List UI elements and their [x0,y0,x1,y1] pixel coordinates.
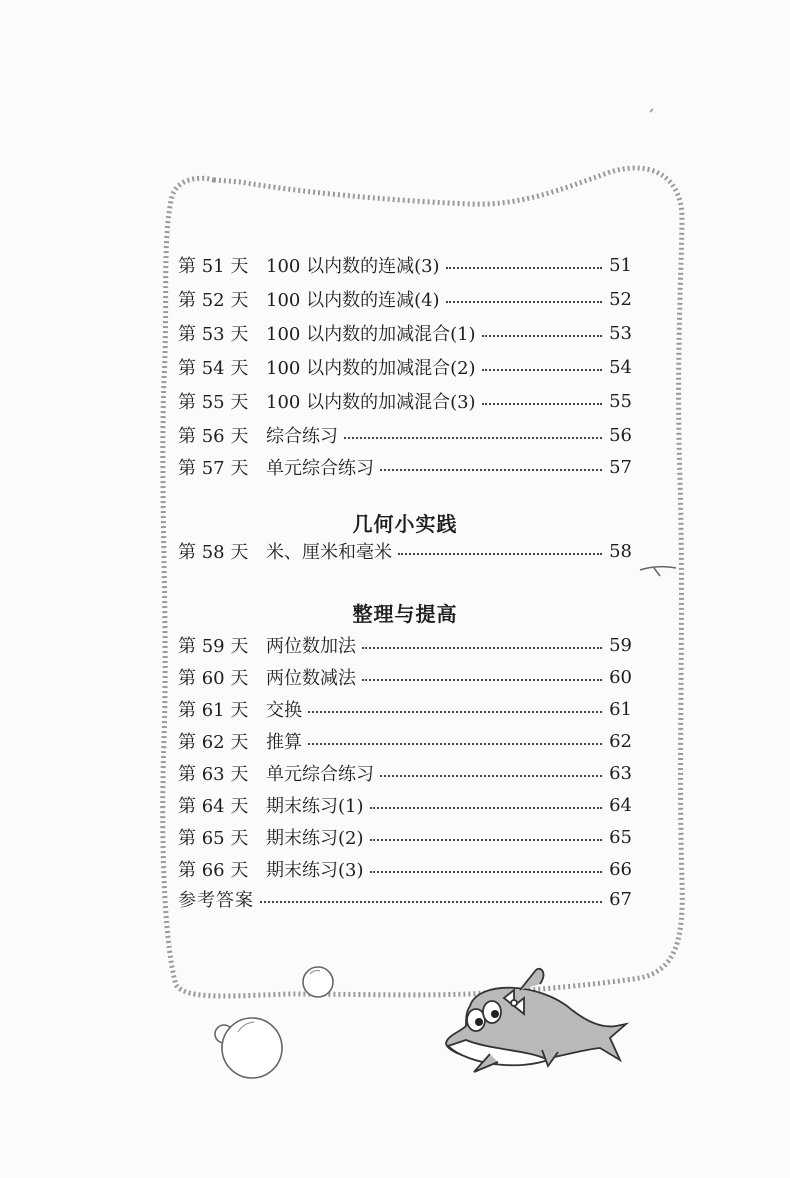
toc-entry[interactable] [178,420,632,450]
entry-page-number: 56 [609,424,632,446]
section-heading: 几何小实践 [352,512,458,536]
answers-page-number: 67 [609,888,632,910]
dot-leader [380,775,602,777]
entry-day: 第 51 天 [178,256,249,277]
entry-title: 100 以内数的加减混合(1) [266,324,476,345]
entry-page-number: 61 [609,698,632,720]
entry-day: 第 65 天 [178,828,249,849]
dot-leader [260,901,602,903]
entry-page-number: 58 [609,540,632,562]
entry-title: 期末练习(3) [266,860,364,881]
entry-page-number: 66 [609,858,632,880]
toc-entry[interactable] [178,822,632,852]
toc-entry[interactable] [178,352,632,382]
dot-leader [482,335,602,337]
dot-leader [362,679,602,681]
dot-leader [446,301,602,303]
answers-row[interactable] [178,884,632,914]
entry-day: 第 66 天 [178,860,249,881]
entry-page-number: 57 [609,456,632,478]
entry-day: 第 63 天 [178,764,249,785]
dot-leader [370,871,603,873]
toc-entry[interactable] [178,536,632,566]
dot-leader [482,369,602,371]
entry-day: 第 62 天 [178,732,249,753]
toc-entry[interactable] [178,854,632,884]
entry-day: 第 60 天 [178,668,249,689]
toc-entry[interactable] [178,284,632,314]
answers-label: 参考答案 [178,890,254,911]
entry-page-number: 59 [609,634,632,656]
entry-day: 第 55 天 [178,392,249,413]
toc-entry[interactable] [178,318,632,348]
entry-day: 第 54 天 [178,358,249,379]
entry-title: 100 以内数的连减(3) [266,256,440,277]
toc-entry[interactable] [178,758,632,788]
toc-entry[interactable] [178,452,632,482]
entry-title: 100 以内数的加减混合(2) [266,358,476,379]
entry-page-number: 54 [609,356,632,378]
dot-leader [370,839,603,841]
dot-leader [370,807,603,809]
section-heading: 整理与提高 [352,602,458,626]
toc-entry[interactable] [178,662,632,692]
entry-page-number: 63 [609,762,632,784]
entry-day: 第 56 天 [178,426,249,447]
dot-leader [362,647,602,649]
entry-day: 第 52 天 [178,290,249,311]
dot-leader [308,711,602,713]
toc-entry[interactable] [178,694,632,724]
entry-title: 推算 [266,732,302,753]
entry-title: 两位数减法 [266,668,356,689]
entry-page-number: 51 [609,254,632,276]
entry-page-number: 53 [609,322,632,344]
entry-page-number: 60 [609,666,632,688]
entry-day: 第 64 天 [178,796,249,817]
entry-title: 期末练习(2) [266,828,364,849]
entry-title: 米、厘米和毫米 [266,542,392,563]
toc-entry[interactable] [178,726,632,756]
entry-title: 100 以内数的连减(4) [266,290,440,311]
entry-title: 100 以内数的加减混合(3) [266,392,476,413]
entry-page-number: 52 [609,288,632,310]
entry-day: 第 61 天 [178,700,249,721]
entry-page-number: 62 [609,730,632,752]
toc-entry[interactable] [178,790,632,820]
dot-leader [446,267,602,269]
entry-day: 第 57 天 [178,458,249,479]
bubble [215,967,333,1078]
entry-day: 第 53 天 [178,324,249,345]
toc-entry[interactable] [178,250,632,280]
entry-page-number: 65 [609,826,632,848]
entry-day: 第 58 天 [178,542,249,563]
entry-title: 交换 [266,700,302,721]
dot-leader [398,553,602,555]
dot-leader [380,469,602,471]
toc-entry[interactable] [178,630,632,660]
entry-day: 第 59 天 [178,636,249,657]
entry-title: 期末练习(1) [266,796,364,817]
entry-title: 两位数加法 [266,636,356,657]
entry-title: 单元综合练习 [266,764,374,785]
entry-page-number: 55 [609,390,632,412]
toc-entry[interactable] [178,386,632,416]
entry-title: 单元综合练习 [266,458,374,479]
entry-page-number: 64 [609,794,632,816]
entry-title: 综合练习 [266,426,338,447]
dot-leader [344,437,602,439]
dot-leader [308,743,602,745]
dot-leader [482,403,602,405]
